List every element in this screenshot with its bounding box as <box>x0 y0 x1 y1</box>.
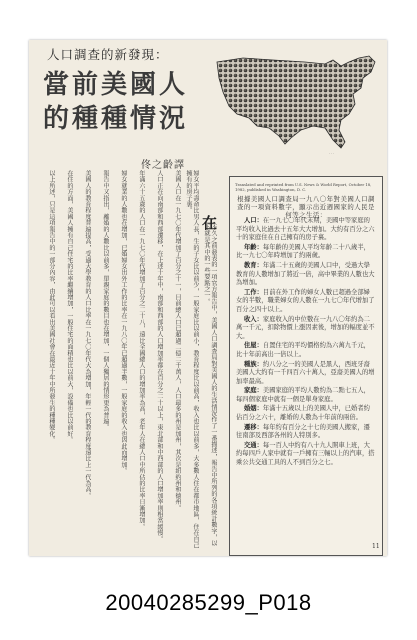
page-number: 11 <box>372 543 380 550</box>
article-title-line-1: 當前美國人 <box>43 70 189 100</box>
sidebar-body <box>236 217 376 547</box>
article-dropcap: 在 <box>202 214 218 232</box>
article-author: 佟之齡譯 <box>141 160 185 171</box>
magazine-page <box>29 40 387 556</box>
article-column: 在住的方面，美國人擁有自己住宅的比率繼續增加，一般住宅的面積也比以前大，設備也比以前好。 <box>66 170 73 443</box>
article-column: 美國人的教育程度普遍提高，受過大學教育的人口比率在一九七〇年代大為增加，年輕一代的教育程度遠比上一代為高。 <box>84 170 91 499</box>
article-column: 以上所述，只是這項報告中的一部分內容，由此可以看出美國社會在最近十年中所發生的種種變化。 <box>48 170 55 443</box>
article-kicker: 人口調查的新發現： <box>47 47 169 62</box>
article-column: 不久之前發表的一項官方報告中，美國人口調查局對美國人的生活情況作了一番描述，報告中所列的各項統計數字，以下就是其中的一些要點之一。 <box>203 224 217 547</box>
sidebar-item: 交通：每一百人中約有八十九人開車上班，大約每四戶人家中就有一戶擁有三輛以上的汽車，搭乘公共交通工具的人不到百分之七。 <box>236 441 375 467</box>
sidebar-item: 家庭：美國家庭的平均人數約為二點七五人，每四個家庭中就有一個是單身家庭。 <box>236 387 370 403</box>
archive-id-caption: 20040285299_P018 <box>105 590 312 615</box>
article-column: 婦女就業的人數也在增加，已婚婦女出外工作的比率在一九八〇年已超過半數，一般家庭的收入也因此而增加。 <box>120 170 127 474</box>
article-column: 年滿六十五歲的人口在一九七〇年代增加了百分之二十八，遠比全國總人口的增加率為高，老年人在總人口中所佔的比率日漸增加。 <box>138 170 145 530</box>
sidebar-item: 教育：年滿二十五歲的美國人口中，受過大學教育的人數增加了將近一倍，高中畢業的人數也大為增加。 <box>236 261 375 287</box>
sidebar-source-note: Translated and reprinted from U.S. News & World Report, October 18, 1982, published in Washington, D. C. <box>235 182 372 192</box>
us-map-of-faces-image <box>213 48 379 152</box>
sidebar-item: 遷移：每年約有百分之十七的美國人搬家，遷往南部及西部各州的人特別多。 <box>236 423 370 440</box>
map-photo-credit: · · · <box>329 152 335 156</box>
article-column: 報告中又指出，離婚的人數比以前多，單親家庭的數目也在增加，一個人獨居的情形更為普遍。 <box>102 170 109 431</box>
article-body-columns <box>37 170 225 552</box>
sidebar-item: 工作：目前在外工作的婦女人數已超過全部婦女的半數，職業婦女的人數在一九七〇年代增加了百分之四十以上。 <box>236 288 375 313</box>
sidebar-item: 人口：在一九七〇年代末期，美國中等家庭的平均收入比過去十五年大大增加。大約有百分之六十的家庭住在自己擁有的房子裏。 <box>236 217 375 242</box>
sidebar-item: 婚姻：年滿十五歲以上的美國人中，已婚者約佔百分之六十，離婚的人數為十年前的兩倍。 <box>236 405 370 422</box>
article-title-line-2: 的種種情況 <box>43 104 189 134</box>
article-column: 婦女平均壽命比男人長，生的子女比以前少，一般家庭比以前小，教育程度比以前高，收入也比以前多，大多數人住在都市地區，住在自己擁有的房子裏。 <box>185 170 199 549</box>
article-column: 人口正在向南部和西部遷移，在上述十年中，南部和西部的人口增加率都在百分之二十以上，東北部和中西部的人口增加率則相當緩慢。 <box>156 170 163 542</box>
sidebar-item: 住屋：自置住宅的平均價格約為六萬九千元，比十年前高出一倍以上。 <box>236 342 370 358</box>
sidebar-item: 年齡：每年齡的美國人平均年齡二十八歲半，比一九七〇年時增加了約兩歲。 <box>236 243 370 260</box>
sidebar-intro: 根據美國人口調查局一九八〇年對美國人口調查的一項資料數字，顯示出近週國家的人民是何等之生活： <box>237 195 375 219</box>
sidebar-item: 種族：約八分之一的美國人是黑人，西班牙裔美國人大約有一千四百六十萬人，亞裔美國人的增加率最高。 <box>236 360 375 385</box>
statistics-sidebar <box>229 176 383 556</box>
article-column: 美國人口在一九七〇年代增加了百分之十一，目前總人口已超過二億二千萬人，人口最多的州是加州，其次是紐約州和德州。 <box>174 170 181 511</box>
sidebar-item: 收入：家庭收入的中位數在一九八〇年約為二萬一千元，扣除物價上漲因素後，增加的幅度並不大。 <box>236 315 375 340</box>
